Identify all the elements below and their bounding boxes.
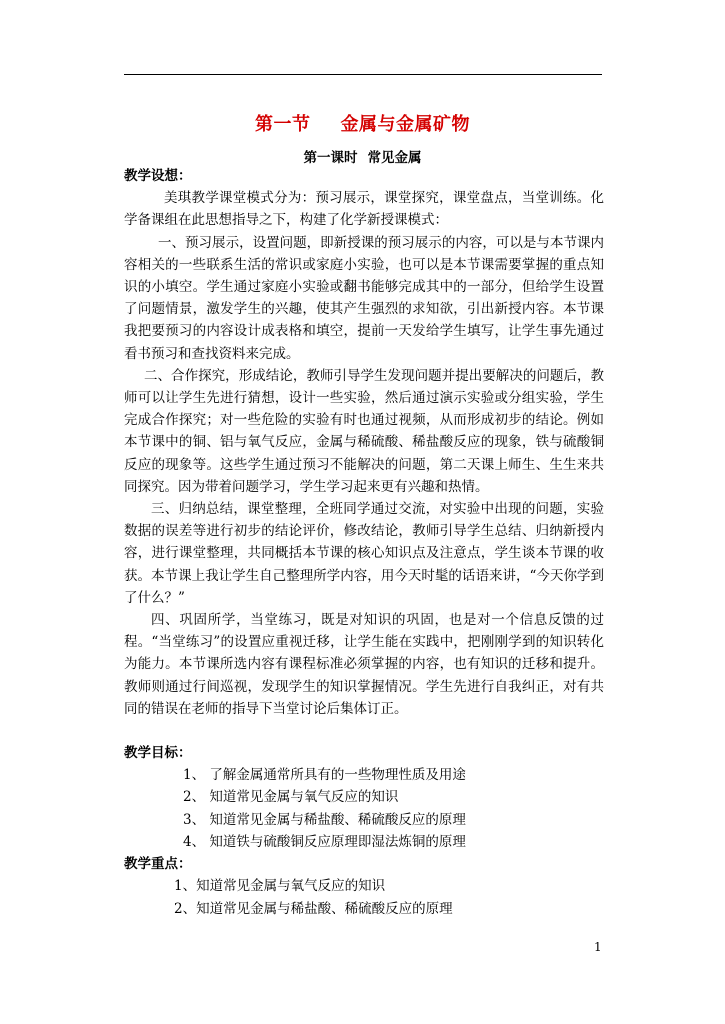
- focus-item: 1、知道常见金属与氧气反应的知识: [174, 878, 386, 895]
- goal-item: 2、 知道常见金属与氧气反应的知识: [183, 789, 399, 806]
- focus-heading: 教学重点：: [124, 856, 192, 873]
- goals-heading: 教学目标：: [124, 745, 192, 762]
- section-title: [0, 110, 725, 136]
- design-paragraph-4: 四、巩固所学，当堂练习，既是对知识的巩固，也是对一个信息反馈的过程。“当堂练习”的设置应重视迁移，让学生能在实践中，把刚刚学到的知识转化为能力。本节课所选内容有课程标准必须掌握的内容，也有知识的迁移和提升。教师则通过行间巡视，发现学生的知识掌握情况。学生先进行自我纠正，对有共同的错误在老师的指导下当堂讨论后集体订正。: [124, 612, 604, 717]
- lesson-subtitle: [0, 146, 725, 166]
- design-paragraph-3: 三、归纳总结，课堂整理，全班同学通过交流，对实验中出现的问题，实验数据的误差等进行初步的结论评价，修改结论，教师引导学生总结、归纳新授内容，进行课堂整理，共同概括本节课的核心知识点及注意点，学生谈本节课的收获。本节课上我让学生自己整理所学内容，用今天时髦的话语来讲，“今天你学到了什么？”: [124, 501, 604, 606]
- page-number: 1: [594, 940, 602, 954]
- lesson-number: 第一课时: [303, 150, 358, 166]
- header-rule: [124, 74, 602, 75]
- goal-item: 3、 知道常见金属与稀盐酸、稀硫酸反应的原理: [183, 811, 466, 828]
- design-intro: 美琪教学课堂模式分为：预习展示，课堂探究，课堂盘点，当堂训练。化学备课组在此思想指导之下，构建了化学新授课模式：: [124, 190, 604, 229]
- design-paragraph-2: 二、合作探究，形成结论，教师引导学生发现问题并提出要解决的问题后，教师可以让学生先进行猜想，设计一些实验，然后通过演示实验或分组实验，学生完成合作探究；对一些危险的实验有时也通过视频，从而形成初步的结论。例如本节课中的铜、铝与氧气反应，金属与稀硫酸、稀盐酸反应的现象，铁与硫酸铜反应的现象等。这些学生通过预习不能解决的问题，第二天课上师生、生生来共同探究。因为带着问题学习，学生学习起来更有兴趣和热情。: [124, 367, 604, 495]
- focus-item: 2、知道常见金属与稀盐酸、稀硫酸反应的原理: [174, 900, 453, 917]
- design-heading: 教学设想：: [124, 168, 192, 184]
- goal-item: 4、 知道铁与硫酸铜反应原理即湿法炼铜的原理: [183, 833, 466, 850]
- lesson-name: 常见金属: [367, 150, 422, 166]
- section-number: 第一节: [255, 114, 311, 135]
- goal-item: 1、 了解金属通常所具有的一些物理性质及用途: [183, 767, 466, 784]
- document-body: [124, 165, 604, 920]
- section-name: 金属与金属矿物: [340, 114, 470, 135]
- design-paragraph-1: 一、预习展示，设置问题，即新授课的预习展示的内容，可以是与本节课内容相关的一些联系生活的常识或家庭小实验，也可以是本节课需要掌握的重点知识的小填空。学生通过家庭小实验或翻书能够完成其中的一部分，但给学生设置了问题情景，激发学生的兴趣，使其产生强烈的求知欲，引出新授内容。本节课我把要预习的内容设计成表格和填空，提前一天发给学生填写，让学生事先通过看书预习和查找资料来完成。: [124, 234, 604, 362]
